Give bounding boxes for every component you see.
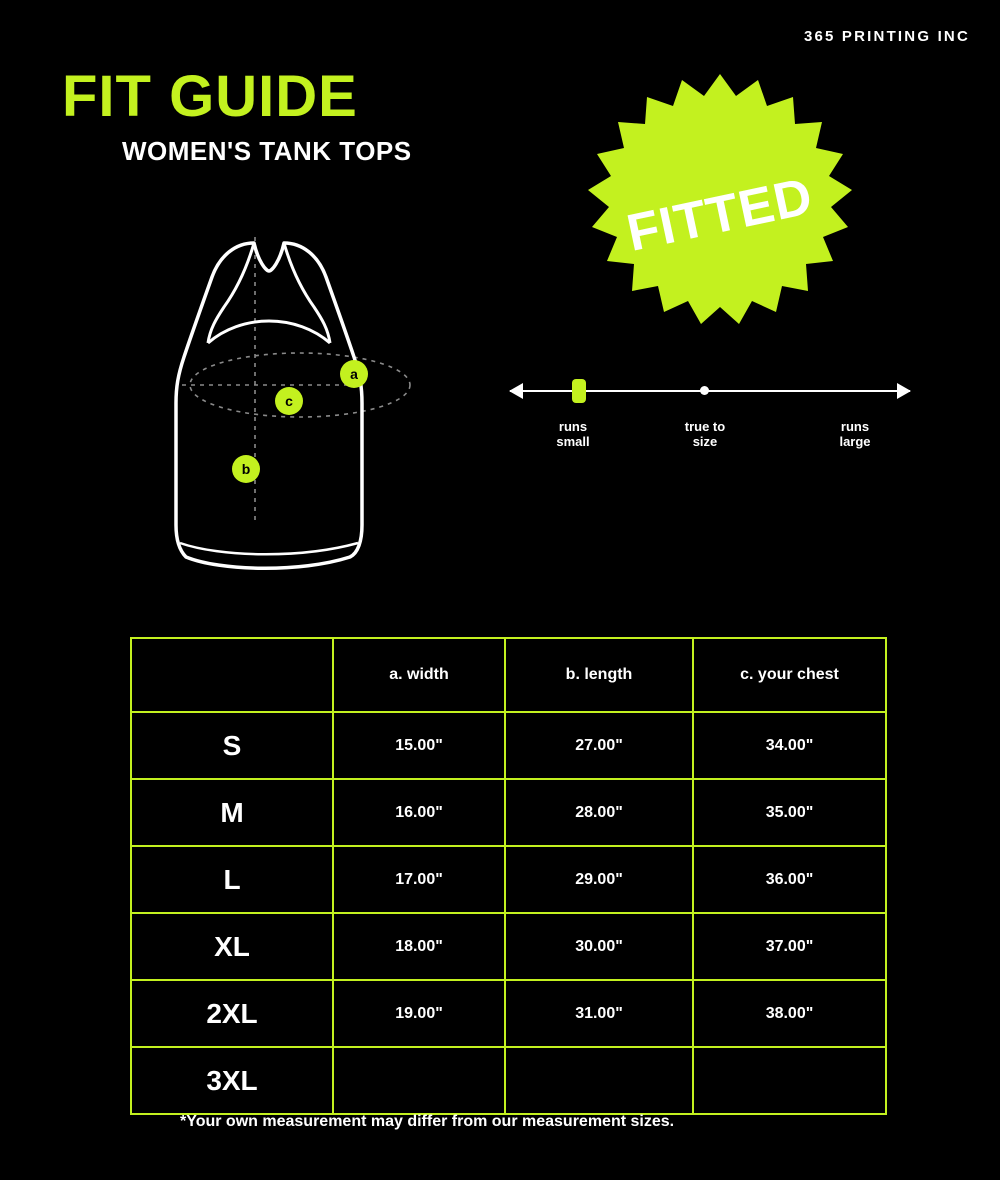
header-width: a. width [333, 638, 505, 712]
cell-width: 16.00" [333, 779, 505, 846]
header-chest: c. your chest [693, 638, 886, 712]
scale-mid-dot-icon [700, 386, 709, 395]
cell-chest: 35.00" [693, 779, 886, 846]
cell-length: 28.00" [505, 779, 693, 846]
fit-scale [510, 372, 910, 482]
cell-width: 18.00" [333, 913, 505, 980]
scale-label-true-line1: true to [684, 419, 726, 434]
page-subtitle: WOMEN'S TANK TOPS [122, 136, 412, 166]
cell-length: 29.00" [505, 846, 693, 913]
brand-name: 365 PRINTING INC [803, 28, 970, 45]
badge-label: FITTED [622, 167, 818, 263]
cell-size: XL [131, 913, 333, 980]
cell-chest: 36.00" [693, 846, 886, 913]
scale-label-runs-small-line2: small [556, 433, 590, 449]
cell-size: 2XL [131, 980, 333, 1047]
starburst-icon [575, 70, 865, 360]
scale-label-true-to-size [650, 420, 760, 450]
scale-label-runs-small [518, 420, 628, 450]
cell-size: L [131, 846, 333, 913]
cell-length [505, 1047, 693, 1114]
table-row [131, 913, 886, 980]
tank-top-illustration [150, 225, 450, 575]
cell-chest: 38.00" [693, 980, 886, 1047]
cell-size: M [131, 779, 333, 846]
fitted-badge [575, 70, 865, 360]
arrow-right-icon [897, 383, 911, 399]
cell-length: 27.00" [505, 712, 693, 779]
table-row [131, 980, 886, 1047]
page-title: FIT GUIDE [62, 64, 358, 129]
footnote: *Your own measurement may differ from our measurement sizes. [180, 1113, 675, 1130]
marker-a: a [340, 360, 368, 388]
arrow-left-icon [509, 383, 523, 399]
cell-chest: 37.00" [693, 913, 886, 980]
scale-label-runs-small-line1: runs [558, 419, 588, 434]
table-row [131, 1047, 886, 1114]
cell-width: 17.00" [333, 846, 505, 913]
table-row [131, 779, 886, 846]
size-table [130, 637, 887, 1115]
table-header-row [131, 638, 886, 712]
scale-line [510, 390, 910, 392]
scale-label-runs-large [800, 420, 910, 450]
cell-width: 19.00" [333, 980, 505, 1047]
cell-width [333, 1047, 505, 1114]
cell-chest: 34.00" [693, 712, 886, 779]
cell-length: 31.00" [505, 980, 693, 1047]
scale-label-true-line2: size [692, 433, 718, 449]
header-length: b. length [505, 638, 693, 712]
marker-c: c [275, 387, 303, 415]
scale-label-runs-large-line2: large [839, 433, 871, 449]
fit-marker [572, 379, 586, 403]
cell-size: S [131, 712, 333, 779]
size-table-wrapper [130, 637, 885, 1115]
cell-length: 30.00" [505, 913, 693, 980]
marker-b: b [232, 455, 260, 483]
scale-label-runs-large-line1: runs [840, 419, 870, 434]
cell-size: 3XL [131, 1047, 333, 1114]
table-row [131, 846, 886, 913]
header-blank [131, 638, 333, 712]
cell-chest [693, 1047, 886, 1114]
table-row [131, 712, 886, 779]
cell-width: 15.00" [333, 712, 505, 779]
